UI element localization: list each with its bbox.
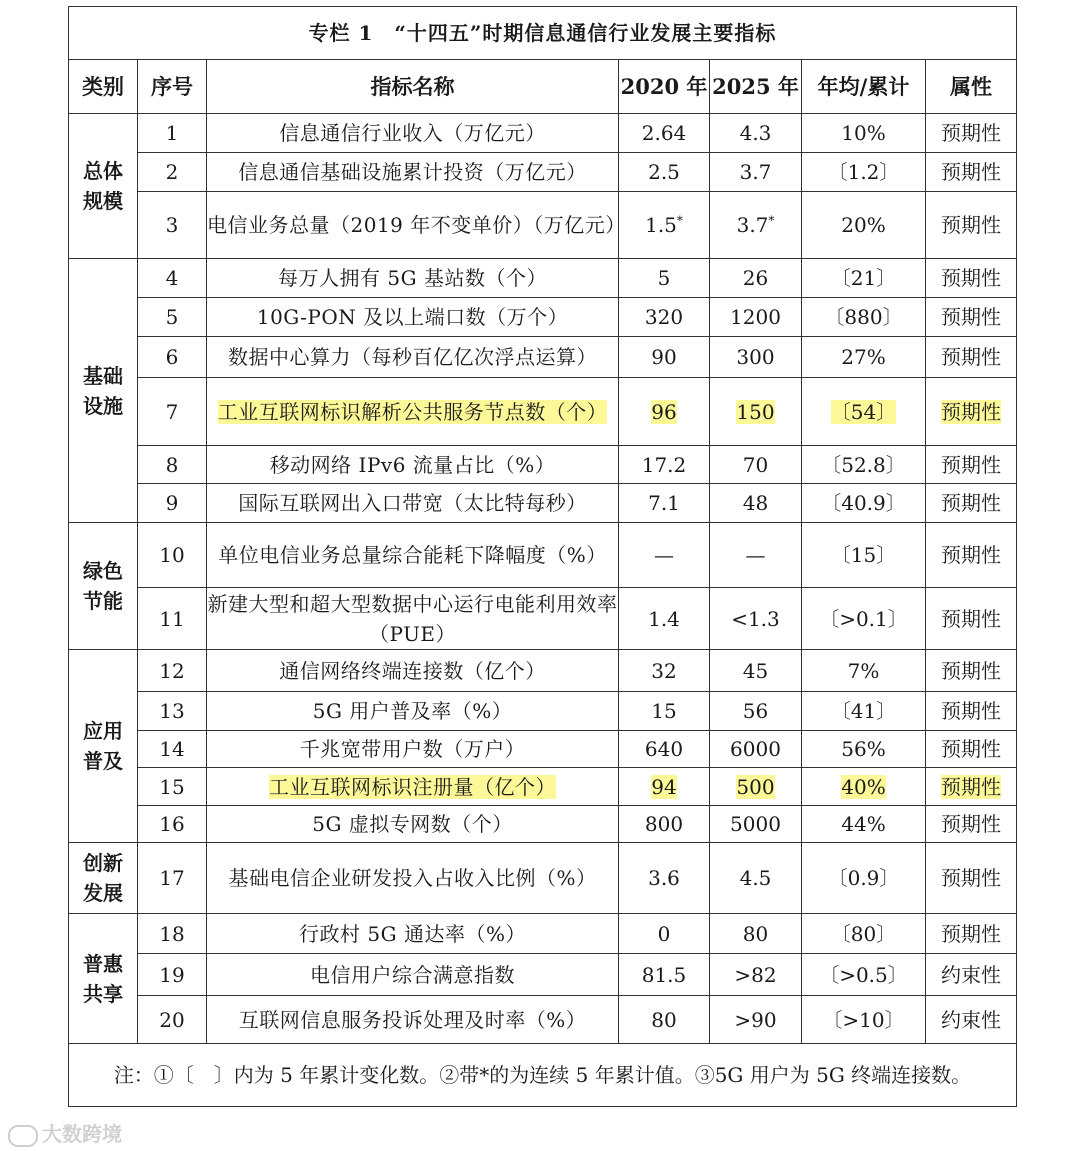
row-number: 14 xyxy=(138,731,207,768)
value-2020: — xyxy=(619,523,710,588)
attribute: 预期性 xyxy=(926,114,1017,153)
attribute: 预期性 xyxy=(926,446,1017,484)
annual-cumulative: 〔41〕 xyxy=(802,692,926,731)
table-row xyxy=(69,996,1017,1044)
category-line: 总体 xyxy=(83,159,123,183)
attribute: 预期性 xyxy=(926,259,1017,298)
annual-cumulative: 〔0.9〕 xyxy=(802,843,926,914)
value-2020: 0 xyxy=(619,914,710,954)
table-row xyxy=(69,523,1017,588)
annual-cumulative: 44% xyxy=(802,806,926,843)
watermark-text: 大数跨境 xyxy=(42,1122,122,1146)
indicator-name: 数据中心算力（每秒百亿亿次浮点运算） xyxy=(207,337,619,378)
cumulative-mark: * xyxy=(676,213,683,228)
value-2020: 800 xyxy=(619,806,710,843)
value-2020: 90 xyxy=(619,337,710,378)
table-row xyxy=(69,259,1017,298)
attribute: 预期性 xyxy=(926,692,1017,731)
indicator-name: 行政村 5G 通达率（%） xyxy=(207,914,619,954)
category-line: 规模 xyxy=(83,189,123,213)
value-2020: 1.4 xyxy=(619,588,710,650)
value-text: 1.5 xyxy=(645,213,677,237)
value-2025: — xyxy=(710,523,802,588)
table-row-highlighted xyxy=(69,768,1017,806)
row-number: 11 xyxy=(138,588,207,650)
value-2020: 2.5 xyxy=(619,153,710,192)
category-line: 设施 xyxy=(83,393,123,418)
table-row xyxy=(69,650,1017,692)
indicator-name xyxy=(207,768,619,806)
annual-cumulative: 10% xyxy=(802,114,926,153)
category-line: 创新 xyxy=(83,851,123,875)
indicator-name: 单位电信业务总量综合能耗下降幅度（%） xyxy=(207,523,619,588)
annual-cumulative: 〔80〕 xyxy=(802,914,926,954)
highlighted-text: 预期性 xyxy=(941,399,1001,424)
attribute: 预期性 xyxy=(926,731,1017,768)
category-infrastructure xyxy=(69,259,138,523)
row-number: 4 xyxy=(138,259,207,298)
attribute: 预期性 xyxy=(926,153,1017,192)
table-row xyxy=(69,298,1017,337)
value-2025: >90 xyxy=(710,996,802,1044)
highlighted-text: 96 xyxy=(651,399,677,424)
value-2020: 2.64 xyxy=(619,114,710,153)
indicator-name: 千兆宽带用户数（万户） xyxy=(207,731,619,768)
table-row xyxy=(69,954,1017,996)
highlighted-text: 预期性 xyxy=(941,774,1001,799)
value-2025 xyxy=(710,192,802,259)
row-number: 12 xyxy=(138,650,207,692)
value-2025: 48 xyxy=(710,484,802,523)
attribute: 预期性 xyxy=(926,806,1017,843)
header-indicator-name: 指标名称 xyxy=(207,60,619,114)
highlighted-text: 500 xyxy=(736,774,775,799)
row-number: 16 xyxy=(138,806,207,843)
table-row-highlighted xyxy=(69,378,1017,446)
indicator-name: 每万人拥有 5G 基站数（个） xyxy=(207,259,619,298)
value-2020 xyxy=(619,768,710,806)
row-number: 17 xyxy=(138,843,207,914)
annual-cumulative: 56% xyxy=(802,731,926,768)
value-2020: 7.1 xyxy=(619,484,710,523)
value-2025: 1200 xyxy=(710,298,802,337)
value-2020: 3.6 xyxy=(619,843,710,914)
row-number: 5 xyxy=(138,298,207,337)
value-2025: 56 xyxy=(710,692,802,731)
indicator-name: 5G 虚拟专网数（个） xyxy=(207,806,619,843)
indicator-name xyxy=(207,378,619,446)
indicator-name: 10G-PON 及以上端口数（万个） xyxy=(207,298,619,337)
header-category: 类别 xyxy=(69,60,138,114)
value-2025: 3.7 xyxy=(710,153,802,192)
category-overall-scale xyxy=(69,114,138,259)
annual-cumulative: 〔40.9〕 xyxy=(802,484,926,523)
indicator-name: 5G 用户普及率（%） xyxy=(207,692,619,731)
category-green-energy xyxy=(69,523,138,650)
indicator-name: 新建大型和超大型数据中心运行电能利用效率（PUE） xyxy=(207,588,619,650)
header-number: 序号 xyxy=(138,60,207,114)
value-2025: 5000 xyxy=(710,806,802,843)
highlighted-text: 工业互联网标识注册量（亿个） xyxy=(269,774,556,799)
value-2025: 80 xyxy=(710,914,802,954)
row-number: 2 xyxy=(138,153,207,192)
value-2025 xyxy=(710,378,802,446)
value-2020 xyxy=(619,192,710,259)
annual-cumulative: 〔>0.5〕 xyxy=(802,954,926,996)
value-2020 xyxy=(619,378,710,446)
annual-cumulative: 〔52.8〕 xyxy=(802,446,926,484)
category-line: 节能 xyxy=(83,589,123,613)
attribute: 预期性 xyxy=(926,298,1017,337)
value-2020: 81.5 xyxy=(619,954,710,996)
attribute: 预期性 xyxy=(926,588,1017,650)
value-2020: 32 xyxy=(619,650,710,692)
category-inclusive-sharing xyxy=(69,914,138,1044)
row-number: 13 xyxy=(138,692,207,731)
annual-cumulative: 〔1.2〕 xyxy=(802,153,926,192)
highlighted-text: 94 xyxy=(651,774,677,799)
row-number: 18 xyxy=(138,914,207,954)
attribute: 约束性 xyxy=(926,996,1017,1044)
indicator-name: 移动网络 IPv6 流量占比（%） xyxy=(207,446,619,484)
attribute: 约束性 xyxy=(926,954,1017,996)
header-2020: 2020 年 xyxy=(619,60,710,114)
row-number: 9 xyxy=(138,484,207,523)
value-2025: 45 xyxy=(710,650,802,692)
attribute: 预期性 xyxy=(926,843,1017,914)
value-2020: 640 xyxy=(619,731,710,768)
attribute: 预期性 xyxy=(926,192,1017,259)
table-row xyxy=(69,692,1017,731)
table-row xyxy=(69,114,1017,153)
watermark-logo-icon xyxy=(8,1125,38,1147)
category-line: 绿色 xyxy=(83,559,123,583)
table-row xyxy=(69,446,1017,484)
annual-cumulative: 〔880〕 xyxy=(802,298,926,337)
category-line: 应用 xyxy=(83,719,123,743)
header-row xyxy=(69,60,1017,114)
value-text: 3.7 xyxy=(736,213,769,237)
annual-cumulative: 7% xyxy=(802,650,926,692)
header-attribute: 属性 xyxy=(926,60,1017,114)
note-row xyxy=(69,1044,1017,1107)
table-row xyxy=(69,731,1017,768)
indicator-name: 互联网信息服务投诉处理及时率（%） xyxy=(207,996,619,1044)
annual-cumulative: 20% xyxy=(802,192,926,259)
category-innovation xyxy=(69,843,138,914)
table-row xyxy=(69,192,1017,259)
indicator-name: 电信用户综合满意指数 xyxy=(207,954,619,996)
row-number: 8 xyxy=(138,446,207,484)
row-number: 20 xyxy=(138,996,207,1044)
annual-cumulative xyxy=(802,378,926,446)
row-number: 6 xyxy=(138,337,207,378)
header-2025: 2025 年 xyxy=(710,60,802,114)
value-2025: 4.3 xyxy=(710,114,802,153)
watermark xyxy=(8,1118,122,1147)
value-2025: <1.3 xyxy=(710,588,802,650)
indicator-name: 通信网络终端连接数（亿个） xyxy=(207,650,619,692)
attribute: 预期性 xyxy=(926,523,1017,588)
value-2020: 320 xyxy=(619,298,710,337)
annual-cumulative: 〔21〕 xyxy=(802,259,926,298)
indicator-table xyxy=(68,6,1017,1107)
attribute: 预期性 xyxy=(926,914,1017,954)
value-2020: 17.2 xyxy=(619,446,710,484)
category-line: 共享 xyxy=(83,981,123,1006)
indicator-name: 信息通信行业收入（万亿元） xyxy=(207,114,619,153)
category-line: 普及 xyxy=(83,749,123,773)
row-number: 19 xyxy=(138,954,207,996)
highlighted-text: 150 xyxy=(736,399,775,424)
category-line: 普惠 xyxy=(83,951,123,976)
row-number: 15 xyxy=(138,768,207,806)
indicator-name: 国际互联网出入口带宽（太比特每秒） xyxy=(207,484,619,523)
category-line: 发展 xyxy=(83,881,123,905)
annual-cumulative: 〔>10〕 xyxy=(802,996,926,1044)
indicator-name: 信息通信基础设施累计投资（万亿元） xyxy=(207,153,619,192)
value-2020: 5 xyxy=(619,259,710,298)
annual-cumulative: 〔>0.1〕 xyxy=(802,588,926,650)
value-2025: 26 xyxy=(710,259,802,298)
attribute: 预期性 xyxy=(926,650,1017,692)
footnote: 注：①〔 〕内为 5 年累计变化数。②带*的为连续 5 年累计值。③5G 用户为 5G 终端连接数。 xyxy=(69,1044,1017,1107)
attribute xyxy=(926,378,1017,446)
indicator-name: 电信业务总量（2019 年不变单价）（万亿元） xyxy=(207,192,619,259)
category-line: 基础 xyxy=(83,363,123,388)
title-row xyxy=(69,7,1017,60)
cumulative-mark: * xyxy=(768,213,775,228)
category-application xyxy=(69,650,138,843)
highlighted-text: 40% xyxy=(841,774,886,799)
annual-cumulative: 〔15〕 xyxy=(802,523,926,588)
table-row xyxy=(69,484,1017,523)
table-title: 专栏 1 “十四五”时期信息通信行业发展主要指标 xyxy=(69,7,1017,60)
row-number: 10 xyxy=(138,523,207,588)
annual-cumulative xyxy=(802,768,926,806)
value-2020: 80 xyxy=(619,996,710,1044)
annual-cumulative: 27% xyxy=(802,337,926,378)
row-number: 7 xyxy=(138,378,207,446)
highlighted-text: 〔54〕 xyxy=(830,399,897,424)
highlighted-text: 工业互联网标识解析公共服务节点数（个） xyxy=(217,399,608,424)
table-row xyxy=(69,843,1017,914)
attribute xyxy=(926,768,1017,806)
attribute: 预期性 xyxy=(926,484,1017,523)
table-row xyxy=(69,914,1017,954)
row-number: 1 xyxy=(138,114,207,153)
row-number: 3 xyxy=(138,192,207,259)
value-2025: 300 xyxy=(710,337,802,378)
attribute: 预期性 xyxy=(926,337,1017,378)
value-2025 xyxy=(710,768,802,806)
indicator-name: 基础电信企业研发投入占收入比例（%） xyxy=(207,843,619,914)
table-row xyxy=(69,153,1017,192)
table-row xyxy=(69,806,1017,843)
table-row xyxy=(69,588,1017,650)
value-2025: 70 xyxy=(710,446,802,484)
value-2025: 4.5 xyxy=(710,843,802,914)
value-2020: 15 xyxy=(619,692,710,731)
value-2025: >82 xyxy=(710,954,802,996)
value-2025: 6000 xyxy=(710,731,802,768)
header-annual-cumulative: 年均/累计 xyxy=(802,60,926,114)
table-row xyxy=(69,337,1017,378)
